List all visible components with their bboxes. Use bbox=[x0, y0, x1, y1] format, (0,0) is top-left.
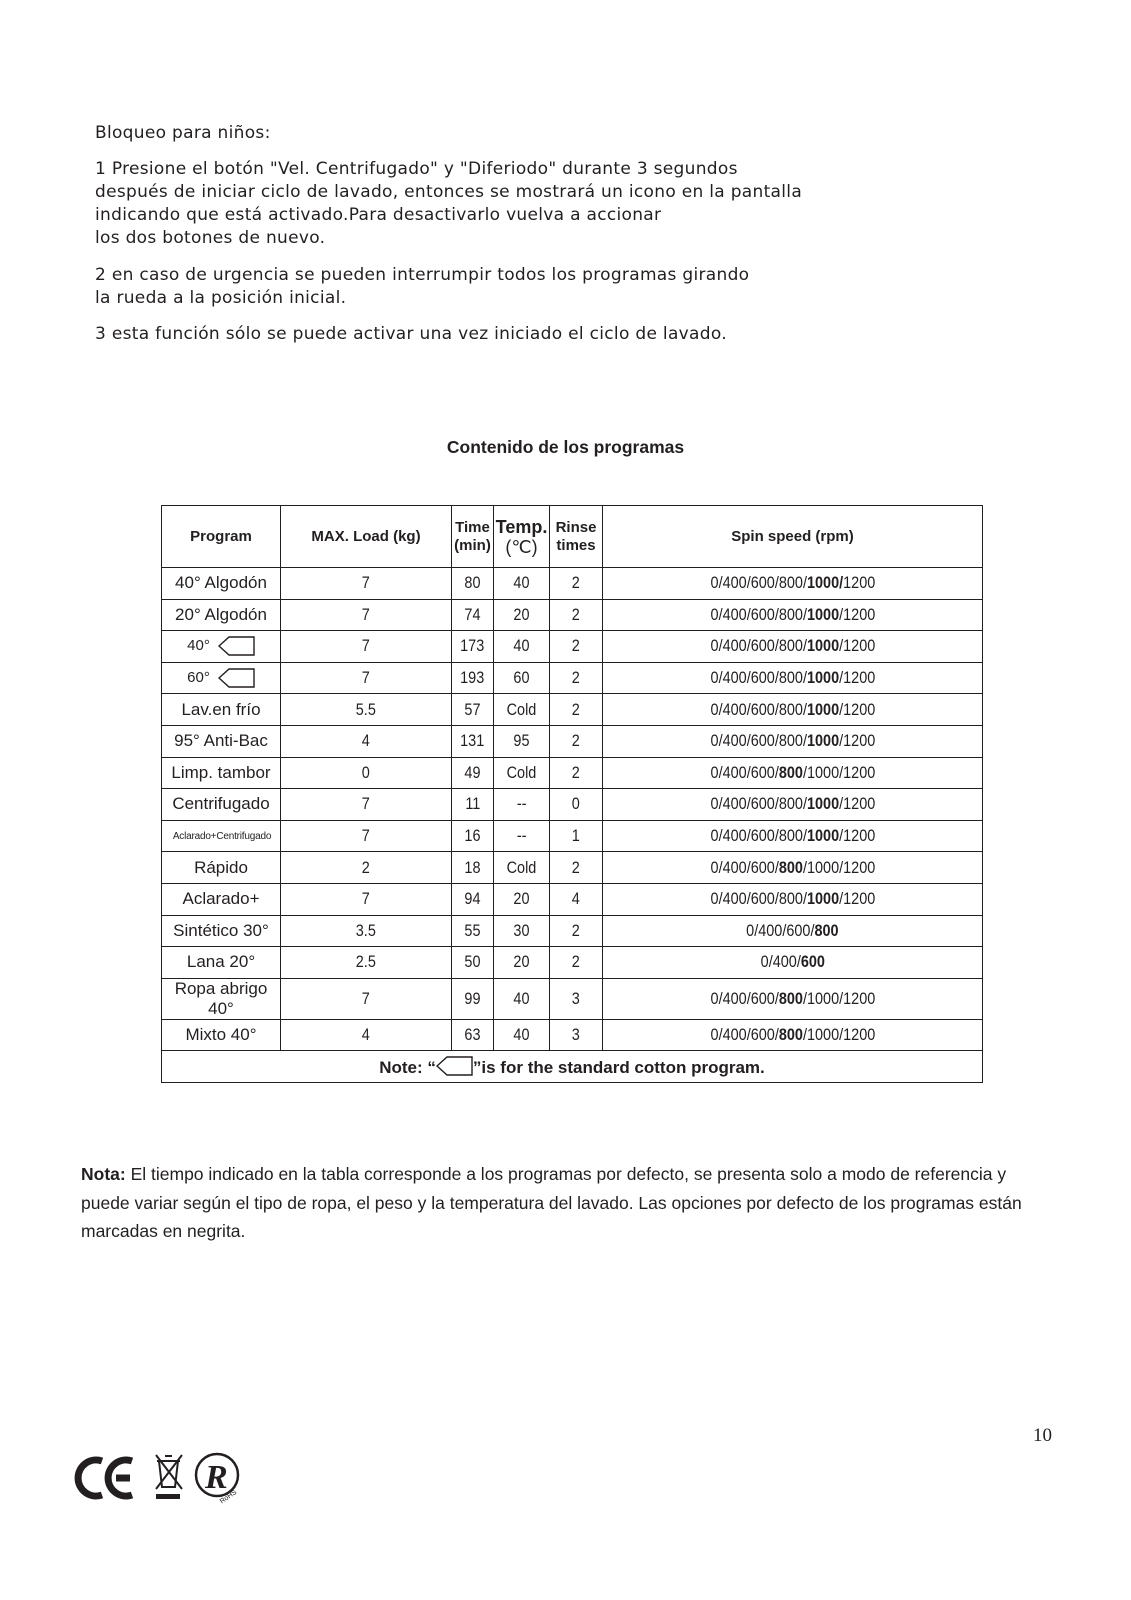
nota-label: Nota: bbox=[81, 1164, 126, 1184]
header-temp bbox=[494, 506, 550, 568]
spin-default: 800 bbox=[778, 857, 803, 877]
cell-time bbox=[452, 568, 494, 600]
table-row bbox=[162, 947, 983, 979]
cell-program bbox=[162, 883, 281, 915]
cell-rinse bbox=[550, 725, 603, 757]
cell-program bbox=[162, 915, 281, 947]
table-note bbox=[162, 1051, 983, 1083]
spin-before: 0/400/600/800/ bbox=[710, 731, 807, 751]
header-program: Program bbox=[162, 506, 281, 568]
instruction-1 bbox=[95, 158, 802, 250]
spin-before: 0/400/600/800/ bbox=[710, 794, 807, 814]
program-name: 40° bbox=[187, 637, 210, 655]
rinse-value: 1 bbox=[571, 826, 581, 846]
cell-spin bbox=[603, 883, 983, 915]
table-row bbox=[162, 757, 983, 789]
spin-default: 800 bbox=[778, 1025, 803, 1045]
rinse-value: 4 bbox=[571, 889, 581, 909]
cell-rinse bbox=[550, 599, 603, 631]
spin-before: 0/400/600/ bbox=[710, 988, 779, 1008]
standard-cotton-tag-icon bbox=[218, 668, 255, 688]
cell-program bbox=[162, 757, 281, 789]
load-value: 7 bbox=[361, 573, 371, 593]
spin-default: 1000 bbox=[806, 889, 839, 909]
cell-load bbox=[281, 662, 452, 694]
cell-temp bbox=[494, 662, 550, 694]
spin-default: 1000 bbox=[806, 668, 839, 688]
table-row bbox=[162, 789, 983, 821]
program-name: Mixto 40° bbox=[185, 1025, 257, 1045]
spin-value bbox=[710, 700, 875, 720]
time-value: 16 bbox=[464, 826, 481, 846]
cell-temp bbox=[494, 568, 550, 600]
load-value: 7 bbox=[361, 794, 371, 814]
spin-before: 0/400/600/800/ bbox=[710, 889, 807, 909]
cell-temp bbox=[494, 757, 550, 789]
cell-rinse bbox=[550, 947, 603, 979]
spin-value bbox=[710, 889, 875, 909]
cell-spin bbox=[603, 662, 983, 694]
time-value: 11 bbox=[464, 794, 481, 814]
cell-time bbox=[452, 947, 494, 979]
note-suffix: ”is for the standard cotton program. bbox=[472, 1057, 765, 1077]
table-row bbox=[162, 852, 983, 884]
cell-program bbox=[162, 852, 281, 884]
cell-load bbox=[281, 883, 452, 915]
table-row bbox=[162, 915, 983, 947]
program-name: 40° Algodón bbox=[175, 573, 267, 593]
spin-after: /1200 bbox=[838, 889, 875, 909]
cell-load bbox=[281, 599, 452, 631]
cell-spin bbox=[603, 947, 983, 979]
time-value: 99 bbox=[464, 988, 481, 1008]
header-load: MAX. Load (kg) bbox=[281, 506, 452, 568]
table-row bbox=[162, 631, 983, 663]
spin-after: /1200 bbox=[838, 731, 875, 751]
spin-after: /1000/1200 bbox=[802, 762, 875, 782]
cell-spin bbox=[603, 978, 983, 1019]
program-name: 20° Algodón bbox=[175, 604, 267, 624]
standard-cotton-tag-icon bbox=[218, 636, 255, 656]
spin-value bbox=[710, 731, 875, 751]
cell-rinse bbox=[550, 631, 603, 663]
cell-rinse bbox=[550, 978, 603, 1019]
temp-value: 40 bbox=[513, 1025, 530, 1045]
program-name: Ropa abrigo 40° bbox=[174, 978, 268, 1018]
spin-after: /1200 bbox=[838, 668, 875, 688]
time-value: 131 bbox=[460, 731, 485, 751]
cell-time bbox=[452, 1019, 494, 1051]
spin-value bbox=[760, 952, 824, 972]
cell-spin bbox=[603, 757, 983, 789]
rinse-value: 2 bbox=[571, 731, 581, 751]
cell-program bbox=[162, 789, 281, 821]
spin-before: 0/400/600/800/ bbox=[710, 699, 807, 719]
rinse-value: 3 bbox=[571, 988, 581, 1008]
cell-program bbox=[162, 947, 281, 979]
cell-time bbox=[452, 662, 494, 694]
instruction-line: después de iniciar ciclo de lavado, entonces se mostrará un icono en la pantalla bbox=[95, 182, 803, 202]
temp-value: 40 bbox=[513, 573, 530, 593]
cell-temp bbox=[494, 820, 550, 852]
header-time bbox=[452, 506, 494, 568]
rinse-value: 2 bbox=[571, 920, 581, 940]
instruction-3 bbox=[95, 323, 727, 346]
weee-bin-icon bbox=[156, 1455, 182, 1499]
load-value: 7 bbox=[361, 889, 371, 909]
instruction-line: 2 en caso de urgencia se pueden interrumpir todos los programas girando bbox=[95, 265, 750, 285]
spin-default: 1000 bbox=[806, 826, 839, 846]
nota-text: El tiempo indicado en la tabla corresponde a los programas por defecto, se presenta solo a modo de referencia y puede variar según el tipo de ropa, el peso y la temperatura del lavado. Las opciones por defecto de los programas están marcadas en negrita. bbox=[81, 1164, 1022, 1241]
header-rinse bbox=[550, 506, 603, 568]
cell-load bbox=[281, 820, 452, 852]
program-table bbox=[161, 505, 983, 1083]
spin-value bbox=[710, 763, 875, 783]
section-heading: Bloqueo para niños: bbox=[95, 123, 271, 143]
cell-load bbox=[281, 757, 452, 789]
rinse-value: 2 bbox=[571, 668, 581, 688]
spin-before: 0/400/600/ bbox=[710, 857, 779, 877]
cell-time bbox=[452, 978, 494, 1019]
time-value: 63 bbox=[464, 1025, 481, 1045]
spin-after: /1200 bbox=[838, 699, 875, 719]
time-value: 50 bbox=[464, 952, 481, 972]
spin-after: /1200 bbox=[838, 826, 875, 846]
temp-value: -- bbox=[516, 794, 527, 814]
load-value: 2 bbox=[361, 857, 371, 877]
program-name: 60° bbox=[187, 669, 210, 687]
spin-value bbox=[710, 858, 875, 878]
spin-value bbox=[710, 826, 875, 846]
spin-after: /1000/1200 bbox=[802, 988, 875, 1008]
cell-temp bbox=[494, 978, 550, 1019]
instruction-line: los dos botones de nuevo. bbox=[95, 228, 326, 248]
time-value: 49 bbox=[464, 762, 481, 782]
spin-default: 1000 bbox=[806, 699, 839, 719]
page-number: 10 bbox=[1033, 1425, 1052, 1446]
cell-time bbox=[452, 915, 494, 947]
cell-rinse bbox=[550, 820, 603, 852]
spin-default: 800 bbox=[778, 988, 803, 1008]
cell-time bbox=[452, 631, 494, 663]
table-row bbox=[162, 883, 983, 915]
svg-text:RoHS: RoHS bbox=[218, 1488, 239, 1504]
cell-program bbox=[162, 978, 281, 1019]
time-value: 173 bbox=[460, 636, 485, 656]
cell-temp bbox=[494, 789, 550, 821]
rinse-value: 3 bbox=[571, 1025, 581, 1045]
cell-spin bbox=[603, 725, 983, 757]
program-name: Limp. tambor bbox=[171, 762, 271, 782]
cell-rinse bbox=[550, 915, 603, 947]
header-rinse-line1: Rinse bbox=[555, 518, 597, 536]
program-name: Sintético 30° bbox=[173, 920, 269, 940]
cell-spin bbox=[603, 1019, 983, 1051]
cell-temp bbox=[494, 1019, 550, 1051]
cell-rinse bbox=[550, 694, 603, 726]
rinse-value: 2 bbox=[571, 857, 581, 877]
cell-program bbox=[162, 662, 281, 694]
cell-temp bbox=[494, 947, 550, 979]
program-name: Lana 20° bbox=[186, 952, 256, 972]
cell-spin bbox=[603, 694, 983, 726]
spin-before: 0/400/600/800/ bbox=[710, 668, 807, 688]
cell-time bbox=[452, 852, 494, 884]
cell-program bbox=[162, 599, 281, 631]
spin-default: 800 bbox=[814, 920, 839, 940]
program-name: Rápido bbox=[194, 857, 248, 877]
load-value: 0 bbox=[361, 762, 371, 782]
cell-load bbox=[281, 789, 452, 821]
spin-value bbox=[710, 668, 875, 688]
spin-before: 0/400/600/ bbox=[710, 1025, 779, 1045]
spin-value bbox=[710, 636, 875, 656]
cell-rinse bbox=[550, 757, 603, 789]
load-value: 7 bbox=[361, 988, 371, 1008]
header-time-line2: (min) bbox=[454, 536, 491, 554]
spin-after: /1000/1200 bbox=[802, 857, 875, 877]
temp-value: 30 bbox=[513, 920, 530, 940]
spin-before: 0/400/600/800/ bbox=[710, 573, 807, 593]
header-spin: Spin speed (rpm) bbox=[603, 506, 983, 568]
spin-value bbox=[746, 921, 838, 941]
spin-value bbox=[710, 605, 875, 625]
table-row bbox=[162, 820, 983, 852]
cell-temp bbox=[494, 694, 550, 726]
table-row bbox=[162, 568, 983, 600]
cell-time bbox=[452, 883, 494, 915]
table-row bbox=[162, 725, 983, 757]
spin-after: /1000/1200 bbox=[802, 1025, 875, 1045]
header-temp-line1: Temp. bbox=[495, 516, 548, 537]
cell-temp bbox=[494, 915, 550, 947]
note-prefix: Note: “ bbox=[379, 1057, 436, 1077]
spin-default: 1000/ bbox=[806, 573, 843, 593]
temp-value: Cold bbox=[506, 699, 537, 719]
rohs-icon bbox=[196, 1454, 238, 1504]
spin-default: 1000 bbox=[806, 636, 839, 656]
load-value: 7 bbox=[361, 636, 371, 656]
time-value: 80 bbox=[464, 573, 481, 593]
load-value: 7 bbox=[361, 826, 371, 846]
header-rinse-line2: times bbox=[556, 536, 596, 554]
table-row bbox=[162, 662, 983, 694]
spin-default: 600 bbox=[800, 952, 825, 972]
rinse-value: 2 bbox=[571, 573, 581, 593]
cell-load bbox=[281, 915, 452, 947]
cell-temp bbox=[494, 852, 550, 884]
load-value: 7 bbox=[361, 668, 371, 688]
spin-value bbox=[710, 573, 875, 593]
spin-value bbox=[710, 794, 875, 814]
cell-spin bbox=[603, 915, 983, 947]
table-note-row bbox=[162, 1051, 983, 1083]
table-title: Contenido de los programas bbox=[446, 437, 685, 457]
temp-value: -- bbox=[516, 826, 527, 846]
spin-before: 0/400/ bbox=[760, 952, 801, 972]
cell-time bbox=[452, 820, 494, 852]
cell-load bbox=[281, 694, 452, 726]
spin-before: 0/400/600/800/ bbox=[710, 636, 807, 656]
cell-time bbox=[452, 599, 494, 631]
cell-rinse bbox=[550, 662, 603, 694]
time-value: 74 bbox=[464, 604, 481, 624]
time-value: 193 bbox=[460, 668, 485, 688]
temp-value: 95 bbox=[513, 731, 530, 751]
load-value: 3.5 bbox=[355, 920, 377, 940]
cell-time bbox=[452, 789, 494, 821]
program-name: Aclarado+Centrifugado bbox=[172, 830, 272, 842]
cell-spin bbox=[603, 852, 983, 884]
program-name: Lav.en frío bbox=[181, 699, 261, 719]
spin-value bbox=[710, 1025, 875, 1045]
temp-value: 20 bbox=[513, 604, 530, 624]
spin-default: 1000 bbox=[806, 604, 839, 624]
cell-load bbox=[281, 947, 452, 979]
cell-spin bbox=[603, 631, 983, 663]
rinse-value: 2 bbox=[571, 762, 581, 782]
cell-rinse bbox=[550, 789, 603, 821]
table-row bbox=[162, 599, 983, 631]
cell-load bbox=[281, 978, 452, 1019]
time-value: 18 bbox=[464, 857, 481, 877]
time-value: 55 bbox=[464, 920, 481, 940]
cell-rinse bbox=[550, 568, 603, 600]
temp-value: 20 bbox=[513, 952, 530, 972]
temp-value: 40 bbox=[513, 636, 530, 656]
standard-cotton-tag-icon bbox=[436, 1056, 473, 1076]
spin-before: 0/400/600/800/ bbox=[710, 604, 807, 624]
program-name: 95° Anti-Bac bbox=[174, 731, 268, 751]
cell-time bbox=[452, 694, 494, 726]
spin-after: /1200 bbox=[838, 636, 875, 656]
load-value: 2.5 bbox=[355, 952, 377, 972]
instruction-line: 3 esta función sólo se puede activar una vez iniciado el ciclo de lavado. bbox=[95, 324, 727, 344]
rinse-value: 2 bbox=[571, 699, 581, 719]
spin-after: /1200 bbox=[838, 604, 875, 624]
instruction-line: indicando que está activado.Para desactivarlo vuelva a accionar bbox=[95, 205, 662, 225]
instruction-line: 1 Presione el botón "Vel. Centrifugado" y "Diferiodo" durante 3 segundos bbox=[95, 159, 738, 179]
table-row bbox=[162, 978, 983, 1019]
spin-before: 0/400/600/ bbox=[710, 762, 779, 782]
cell-spin bbox=[603, 599, 983, 631]
instruction-2 bbox=[95, 264, 749, 310]
spin-after: /1200 bbox=[838, 794, 875, 814]
spin-value bbox=[710, 989, 875, 1009]
temp-value: 60 bbox=[513, 668, 530, 688]
time-value: 57 bbox=[464, 699, 481, 719]
load-value: 4 bbox=[361, 731, 371, 751]
cell-load bbox=[281, 568, 452, 600]
cell-temp bbox=[494, 883, 550, 915]
program-name: Centrifugado bbox=[172, 794, 270, 814]
rinse-value: 2 bbox=[571, 636, 581, 656]
cell-load bbox=[281, 725, 452, 757]
temp-value: Cold bbox=[506, 857, 537, 877]
cell-time bbox=[452, 757, 494, 789]
table-header-row bbox=[162, 506, 983, 568]
time-value: 94 bbox=[464, 889, 481, 909]
cell-program bbox=[162, 694, 281, 726]
spin-default: 1000 bbox=[806, 731, 839, 751]
cell-rinse bbox=[550, 883, 603, 915]
spin-before: 0/400/600/ bbox=[746, 920, 815, 940]
spin-default: 1000 bbox=[806, 794, 839, 814]
rinse-value: 2 bbox=[571, 604, 581, 624]
svg-text:R: R bbox=[205, 1459, 228, 1496]
ce-mark-icon bbox=[78, 1460, 132, 1496]
rinse-value: 2 bbox=[571, 952, 581, 972]
header-temp-line2: (℃) bbox=[505, 536, 538, 557]
spin-before: 0/400/600/800/ bbox=[710, 826, 807, 846]
cell-spin bbox=[603, 820, 983, 852]
cell-temp bbox=[494, 631, 550, 663]
load-value: 5.5 bbox=[355, 699, 377, 719]
cell-spin bbox=[603, 568, 983, 600]
cell-temp bbox=[494, 599, 550, 631]
spin-after: 1200 bbox=[842, 573, 875, 593]
instruction-line: la rueda a la posición inicial. bbox=[95, 288, 347, 308]
table-row bbox=[162, 1019, 983, 1051]
cell-time bbox=[452, 725, 494, 757]
nota-paragraph bbox=[81, 1160, 1051, 1246]
load-value: 7 bbox=[361, 604, 371, 624]
cell-spin bbox=[603, 789, 983, 821]
cell-program bbox=[162, 631, 281, 663]
temp-value: 20 bbox=[513, 889, 530, 909]
cell-load bbox=[281, 631, 452, 663]
cell-rinse bbox=[550, 1019, 603, 1051]
temp-value: 40 bbox=[513, 988, 530, 1008]
cell-program bbox=[162, 1019, 281, 1051]
rinse-value: 0 bbox=[571, 794, 581, 814]
header-time-line1: Time bbox=[455, 518, 490, 536]
cell-temp bbox=[494, 725, 550, 757]
cell-program bbox=[162, 725, 281, 757]
table-row bbox=[162, 694, 983, 726]
spin-default: 800 bbox=[778, 762, 803, 782]
cell-program bbox=[162, 568, 281, 600]
cell-load bbox=[281, 1019, 452, 1051]
load-value: 4 bbox=[361, 1025, 371, 1045]
cell-program bbox=[162, 820, 281, 852]
cell-load bbox=[281, 852, 452, 884]
cell-rinse bbox=[550, 852, 603, 884]
program-name: Aclarado+ bbox=[182, 889, 260, 909]
certification-logos bbox=[72, 1452, 247, 1509]
temp-value: Cold bbox=[506, 762, 537, 782]
